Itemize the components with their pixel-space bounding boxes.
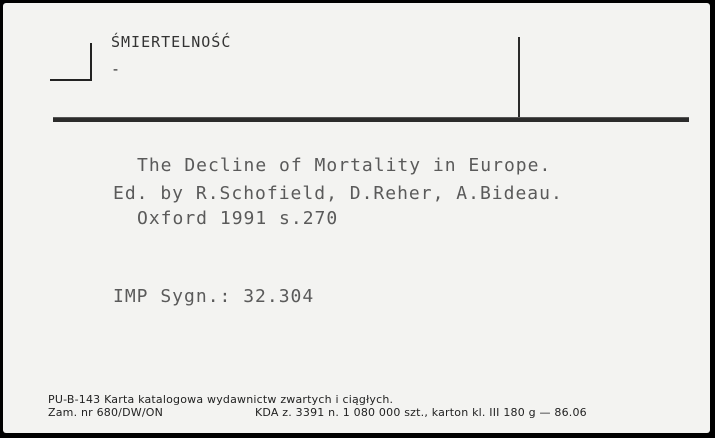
bib-title: The Decline of Mortality in Europe. <box>137 155 552 176</box>
catalog-card <box>3 3 710 433</box>
bib-publication: Oxford 1991 s.270 <box>137 208 339 229</box>
vertical-divider <box>518 37 520 119</box>
footer-order-number: Zam. nr 680/DW/ON <box>48 406 164 419</box>
corner-mark-vertical <box>90 43 92 81</box>
bib-editors: Ed. by R.Schofield, D.Reher, A.Bideau. <box>113 183 563 204</box>
call-number: IMP Sygn.: 32.304 <box>113 286 315 307</box>
subject-heading: ŚMIERTELNOŚĆ <box>111 33 232 51</box>
subheading: - <box>111 60 121 78</box>
corner-mark-horizontal <box>50 79 92 81</box>
footer-form-line: PU-B-143 Karta katalogowa wydawnictw zwartych i ciągłych. <box>48 393 394 406</box>
footer-print-info: KDA z. 3391 n. 1 080 000 szt., karton kl. III 180 g — 86.06 <box>255 406 587 419</box>
horizontal-rule <box>53 117 689 122</box>
